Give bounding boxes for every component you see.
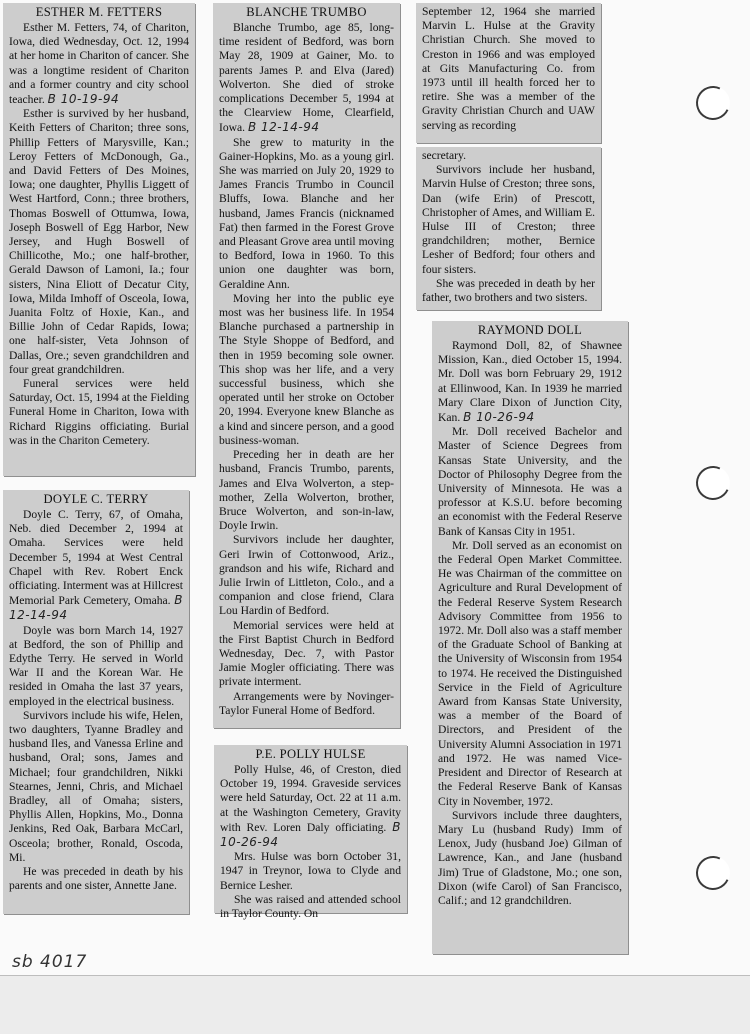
obituary-paragraph: September 12, 1964 she married Marvin L. Hulse at the Gravity Christian Church. She moved to Creston in 1966 and was employed at Gits Manufacturing Co. from 1973 until ill health forced her to retire. She was a member of the Gravity Christian Church and UAW serving as recording [422,5,595,132]
obituary-title: DOYLE C. TERRY [43,492,149,506]
obituary-hulse-continued-2 [416,147,601,310]
obituary-doll [432,321,628,954]
paragraph-text: Esther M. Fetters, 74, of Chariton, Iowa, died Wednesday, Oct. 12, 1994 at her home in Chariton of cancer. She was a longtime resident of Chariton and a former country and city school teacher. [9,21,189,107]
paragraph-text: Doyle C. Terry, 67, of Omaha, Neb. died December 2, 1994 at Omaha. Services were held December 5, 1994 at West Central Chapel with Rev. Robert Enck officiating. Interment was at Hillcrest Memorial Park Cemetery, Omaha. [9,508,183,608]
page-bottom-edge [0,975,750,1034]
binder-hole-icon [691,81,735,125]
paragraph-text: Raymond Doll, 82, of Shawnee Mission, Kan., died October 15, 1994. Mr. Doll was born February 29, 1912 at Ellinwood, Kan. In 1939 he married Mary Clare Dixon of Junction City, Kan. [438,339,622,425]
obituary-paragraph: Survivors include her husband, Marvin Hulse of Creston; three sons, Dan (wife Erin) of Prescott, Christopher of Ames, and William E. Hulse III of Creston; three grandchildren; mother, Bernice Lesher of Bedford; four others and four sisters. [422,163,595,276]
obituary-title: BLANCHE TRUMBO [246,5,367,19]
obituary-paragraph: Mr. Doll received Bachelor and Master of Science Degrees from Kansas State University, and the Doctor of Philosophy Degree from the University of Minnesota. He was a professor at K.S.U. before becoming an economist with the Federal Reserve Bank of Kansas City in 1951. [438,425,622,538]
obituary-paragraph: Survivors include her daughter, Geri Irwin of Cottonwood, Ariz., grandson and his wife, Richard and Julie Irwin of Littleton, Colo., and a companion and close friend, Clara Lou Hardin of Bedford. [219,533,394,618]
handwritten-date-note: B 10-26-94 [463,410,535,425]
obituary-paragraph: Moving her into the public eye most was her business life. In 1954 Blanche purchased a partnership in The Style Shoppe of Bedford, and then in 1959 becoming sole owner. This shop was her life, and a very successful business, which she operated until her stroke on October 20, 1994. Everyone knew Blanche as a kind and sincere person, and a good business-woman. [219,291,394,447]
obituary-paragraph [438,339,622,425]
obituary-title: ESTHER M. FETTERS [35,5,163,19]
binder-hole-icon [691,851,735,895]
obituary-paragraph [9,21,189,107]
obituary-trumbo [213,3,400,728]
obituary-paragraph: Survivors include his wife, Helen, two daughters, Tyanne Bradley and husband Iles, and Vanessa Erline and husband, Oral; sons, James and Michael; four grandchildren, Nikki Stearnes, Jenni, Chris, and Michael Bradley, all of Omaha; sisters, Phyllis Allen, Hopkins, Mo., Donna Jenkins, Red Oak, Barbara McCarl, Osceola; brother, Ronald, Oscoda, Mi. [9,708,183,864]
obituary-paragraph: Preceding her in death are her husband, Francis Trumbo, parents, James and Elva Wolverton, a step-mother, Zella Wolverton, brother, Bruce Wolverton, and son-in-law, Doyle Irwin. [219,448,394,533]
obituary-paragraph: secretary. [422,149,466,162]
handwritten-date-note: B 12-14-94 [247,120,320,135]
obituary-paragraph: She grew to maturity in the Gainer-Hopkins, Mo. as a young girl. She was married on July 20, 1929 to James Francis Trumbo in Council Bluffs, Iowa. Blanche and her husband, James Francis (nicknamed Fat) then farmed in the Forest Grove and Pleasant Grove area until moving to Bedford, Iowa in 1960. To this union one daughter was born, Geraldine Ann. [219,135,394,291]
obituary-terry [3,490,189,914]
obituary-paragraph: Mrs. Hulse was born October 31, 1947 in Treynor, Iowa to Clyde and Bernice Lesher. [220,850,401,892]
obituary-paragraph: Esther is survived by her husband, Keith Fetters of Chariton; three sons, Phillip Fetters of Marysville, Kan.; Leroy Fetters of McDonough, Ga., and David Fetters of Des Moines, Iowa; one daughter, Phyllis Liggett of West Hartford, Conn.; three brothers, Thomas Boswell of Ottumwa, Iowa, Joseph Boswell of Egg Harbor, New Jersey, and Hugh Boswell of Chillicothe, Mo.; one half-brother, Gerald Dawson of Lamoni, Ia.; four sisters, Nina Eliott of Decatur City, Iowa, Milda Imhoff of Osceola, Iowa, Juanita Foltz of Hoxie, Kan., and Billie John of Cedar Rapids, Iowa; one half-sister, Veta Johnson of Dallas, Ore.; seven grandchildren and four great grandchildren. [9,107,189,376]
paragraph-text: Polly Hulse, 46, of Creston, died October 19, 1994. Graveside services were held Saturday, Oct. 22 at 11 a.m. at the Washington Cemetery, Gravity with Rev. Loren Daly officiating. [220,763,401,834]
handwritten-date-note: B 10-26-94 [220,819,401,850]
obituary-paragraph [220,763,401,850]
paragraph-text: Blanche Trumbo, age 85, long-time resident of Bedford, was born May 28, 1909 at Gainer, Mo. to parents James P. and Elva (Jared) Wolverton. She died of stroke complications December 5, 1994 at the Clearview Home, Clearfield, Iowa. [219,21,394,135]
obituary-paragraph: Survivors include three daughters, Mary Lu (husband Rudy) Imm of Lenox, Judy (husband Joe) Gilman of Lawrence, Kan., and Jane (husband Jim) True of Gladstone, Mo.; one son, Dixon (wife Carol) of San Francisco, Calif.; and 12 grandchildren. [438,808,622,907]
obituary-fetters [3,3,195,476]
obituary-hulse [214,745,407,921]
obituary-paragraph [9,508,183,624]
archive-id-label: sb 4017 [12,952,88,972]
obituary-paragraph: He was preceded in death by his parents and one sister, Annette Jane. [9,865,183,893]
obituary-paragraph: She was raised and attended school in Taylor County. On [220,892,401,921]
obituary-paragraph: She was preceded in death by her father, two brothers and two sisters. [422,276,595,305]
binder-hole-icon [691,461,735,505]
obituary-title: P.E. POLLY HULSE [255,747,366,761]
obituary-paragraph [219,21,394,136]
obituary-paragraph: Funeral services were held Saturday, Oct. 15, 1994 at the Fielding Funeral Home in Chariton, Iowa with Richard Riggins officiating. Burial was in the Chariton Cemetery. [9,377,189,447]
handwritten-date-note: B 12-14-94 [9,593,183,623]
obituary-paragraph: Memorial services were held at the First Baptist Church in Bedford Wednesday, Dec. 7, with Pastor Jamie Mogler officiating. There was private interment. [219,618,394,689]
obituary-paragraph: Mr. Doll served as an economist on the Federal Open Market Committee. He was Chairman of the committee on Agriculture and Rural Development of the Federal Reserve System Research Advisory Committee from 1956 to 1972. Mr. Doll also was a staff member of the Graduate School of Banking at the University of Wisconsin from 1954 to 1974. He received the Distinguished Service in the Field of Agriculture Award from Kansas State University, was a member of the Board of Directors, and President of the University Alumni Association in 1971 and 1972. He was named Vice-President and Director of Research at the Federal Reserve Bank of Kansas City in November, 1972. [438,538,622,808]
obituary-title: RAYMOND DOLL [477,323,583,337]
handwritten-date-note: B 10-19-94 [47,92,120,107]
obituary-paragraph: Doyle was born March 14, 1927 at Bedford, the son of Phillip and Edythe Terry. He served in World War II and the Korean War. He resided in Omaha the last 37 years, employed in the electrical business. [9,623,183,708]
obituary-paragraph: Arrangements were by Novinger-Taylor Funeral Home of Bedford. [219,689,394,717]
obituary-hulse-continued [416,3,601,143]
